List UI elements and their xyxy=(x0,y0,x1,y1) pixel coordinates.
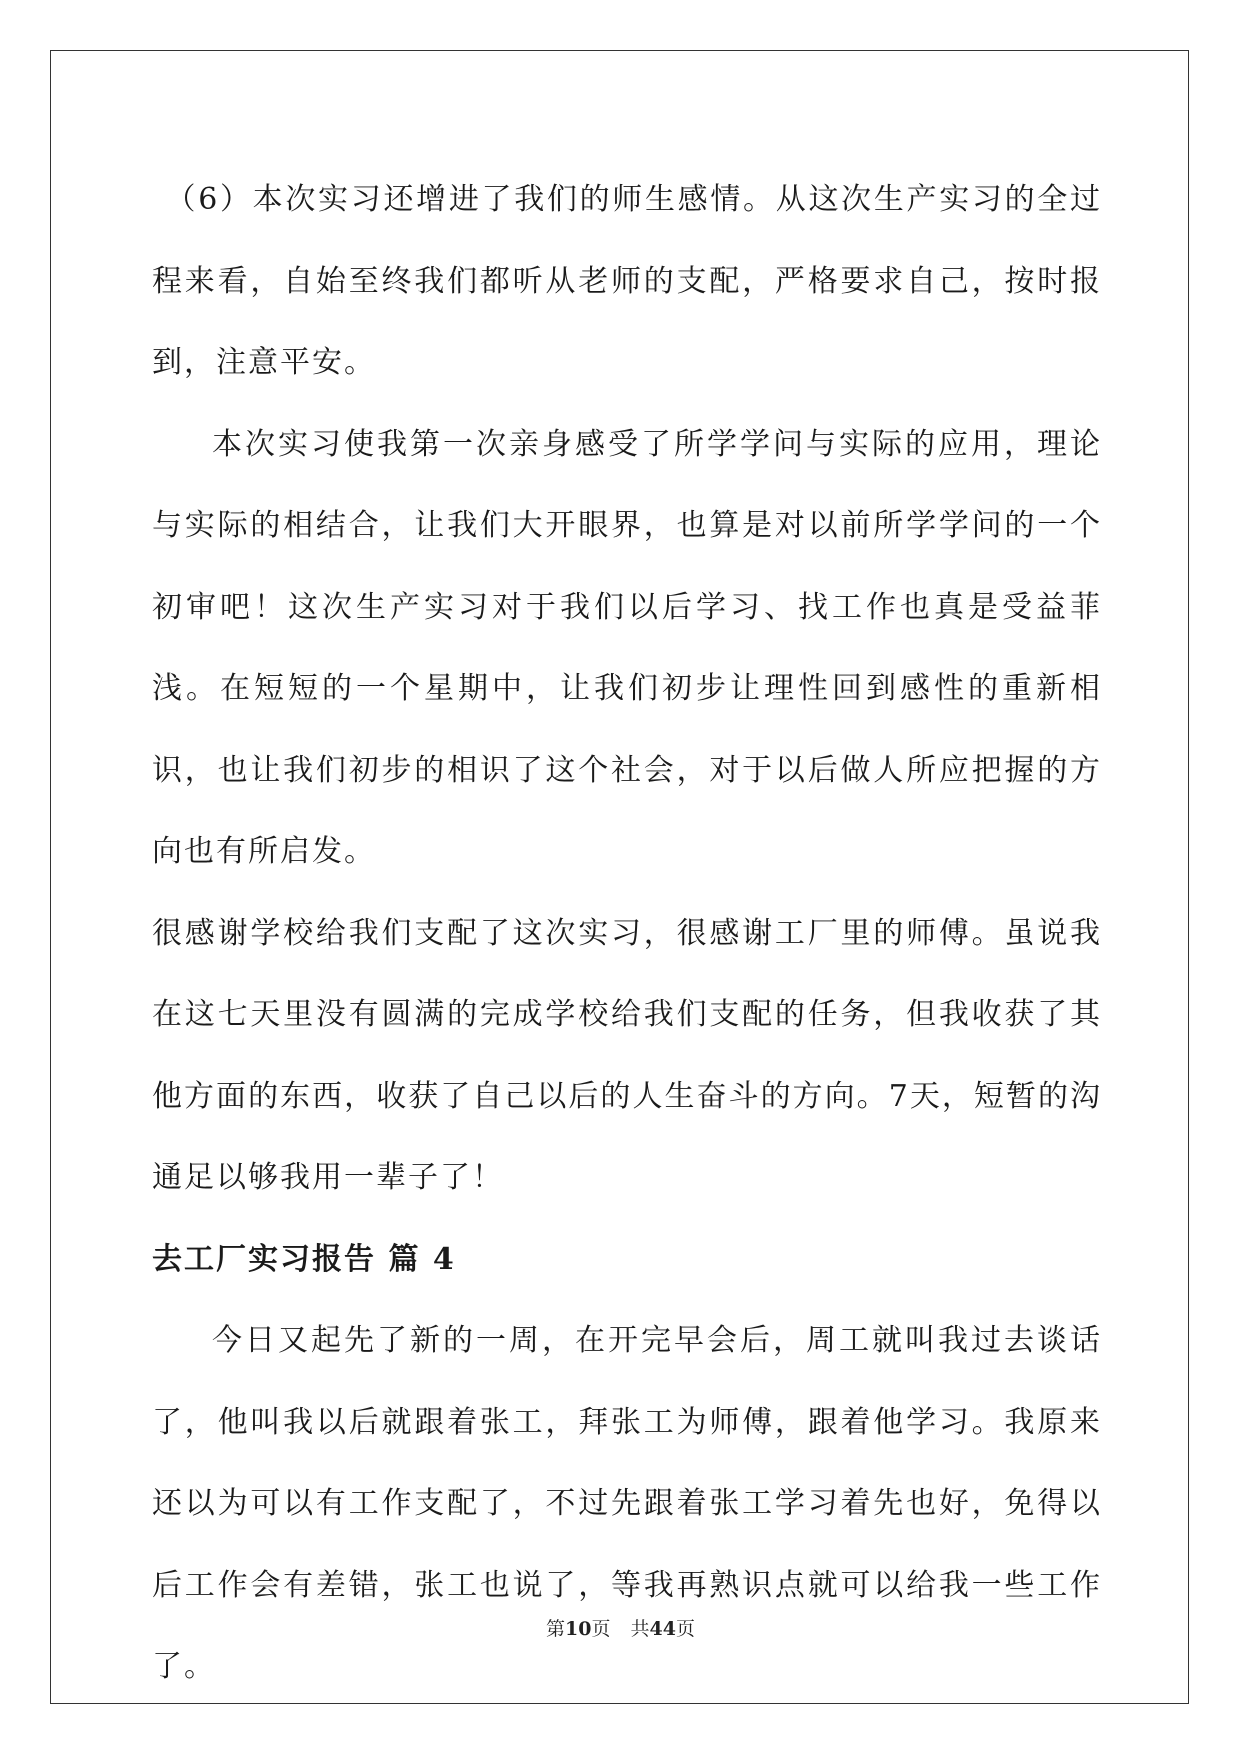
footer-page-suffix: 页 xyxy=(591,1618,611,1640)
section-heading: 去工厂实习报告 篇 4 xyxy=(152,1241,456,1277)
paragraph-2: 本次实习使我第一次亲身感受了所学学问与实际的应用，理论与实际的相结合，让我们大开眼界，也算是对以前所学学问的一个初审吧！这次生产实习对于我们以后学习、找工作也真是受益菲浅。在短短的一个星期中，让我们初步让理性回到感性的重新相识，也让我们初步的相识了这个社会，对于以后做人所应把握的方向也有所启发。 xyxy=(152,426,1102,869)
paragraph-4: 今日又起先了新的一周，在开完早会后，周工就叫我过去谈话了，他叫我以后就跟着张工，拜张工为师傅，跟着他学习。我原来还以为可以有工作支配了，不过先跟着张工学习着先也好，免得以后工作会有差错，张工也说了，等我再熟识点就可以给我一些工作了。 xyxy=(152,1323,1102,1684)
footer-total-prefix: 共 xyxy=(630,1618,650,1640)
footer-total-suffix: 页 xyxy=(675,1618,695,1640)
paragraph-3: 很感谢学校给我们支配了这次实习，很感谢工厂里的师傅。虽说我在这七天里没有圆满的完成学校给我们支配的任务，但我收获了其他方面的东西，收获了自己以后的人生奋斗的方向。7天，短暂的沟通足以够我用一辈子了！ xyxy=(152,915,1102,1195)
page-footer xyxy=(0,1614,1241,1641)
footer-prefix: 第 xyxy=(546,1618,566,1640)
current-page-number: 10 xyxy=(565,1618,592,1640)
total-page-count: 44 xyxy=(649,1618,676,1640)
paragraph-1: （6）本次实习还增进了我们的师生感情。从这次生产实习的全过程来看，自始至终我们都听从老师的支配，严格要求自己，按时报到，注意平安。 xyxy=(152,182,1102,380)
document-body xyxy=(152,159,1102,1708)
